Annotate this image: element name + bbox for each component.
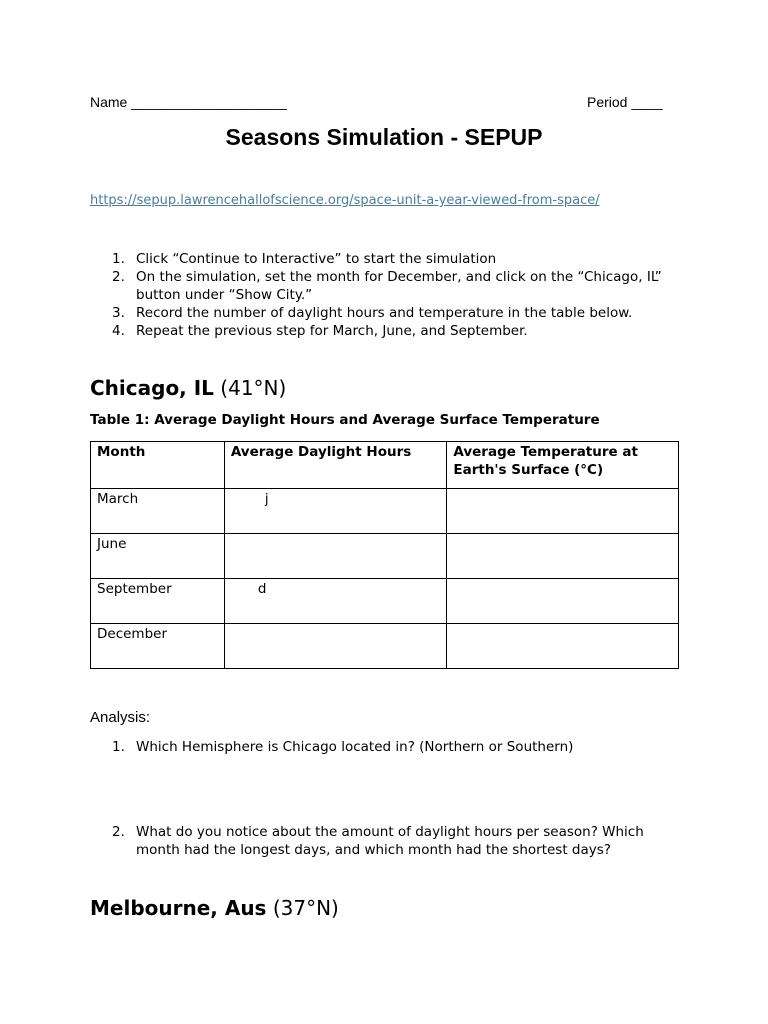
instruction-step: 3. Record the number of daylight hours and temperature in the table below. <box>112 305 633 321</box>
cell-daylight[interactable] <box>224 579 447 624</box>
section-heading-chicago <box>90 376 286 400</box>
analysis-question: 2. What do you notice about the amount of daylight hours per season? Which month had the longest days, and which month had the shortest days? <box>112 824 644 858</box>
cell-daylight-text: j <box>264 491 269 507</box>
header-daylight: Average Daylight Hours <box>224 442 447 489</box>
instruction-step: 1. Click “Continue to Interactive” to start the simulation <box>112 251 497 267</box>
cell-temperature[interactable] <box>447 624 679 669</box>
city-name: Chicago, IL <box>90 376 214 400</box>
simulation-link[interactable]: https://sepup.lawrencehallofscience.org/space-unit-a-year-viewed-from-space/ <box>90 193 600 208</box>
analysis-question: 1. Which Hemisphere is Chicago located in? (Northern or Southern) <box>112 739 574 755</box>
cell-daylight-text: d <box>257 581 267 597</box>
cell-daylight[interactable] <box>224 489 447 534</box>
instruction-step: 2. On the simulation, set the month for December, and click on the “Chicago, IL” button under “Show City.” <box>112 269 662 303</box>
period-field-label: Period ____ <box>587 94 663 110</box>
city-latitude: (41°N) <box>220 376 287 400</box>
table-header-row <box>91 442 679 489</box>
cell-month: March <box>91 489 225 534</box>
cell-daylight[interactable] <box>224 534 447 579</box>
table-row <box>91 489 679 534</box>
table-row <box>91 624 679 669</box>
instruction-list <box>90 250 690 340</box>
analysis-heading: Analysis: <box>90 709 151 726</box>
header-temperature: Average Temperature at Earth's Surface (°C) <box>447 442 679 489</box>
city-name: Melbourne, Aus <box>90 896 267 920</box>
header-month: Month <box>91 442 225 489</box>
cell-temperature[interactable] <box>447 579 679 624</box>
table-caption: Table 1: Average Daylight Hours and Average Surface Temperature <box>90 412 600 428</box>
cell-daylight[interactable] <box>224 624 447 669</box>
cell-temperature[interactable] <box>447 489 679 534</box>
name-field-label: Name ____________________ <box>90 94 287 110</box>
cell-temperature[interactable] <box>447 534 679 579</box>
table-row <box>91 579 679 624</box>
cell-month: December <box>91 624 225 669</box>
cell-month: June <box>91 534 225 579</box>
instruction-step: 4. Repeat the previous step for March, June, and September. <box>112 323 528 339</box>
city-latitude: (37°N) <box>272 896 339 920</box>
page-title: Seasons Simulation - SEPUP <box>225 124 543 150</box>
section-heading-melbourne <box>90 896 339 920</box>
table-row <box>91 534 679 579</box>
data-table <box>90 441 679 669</box>
cell-month: September <box>91 579 225 624</box>
